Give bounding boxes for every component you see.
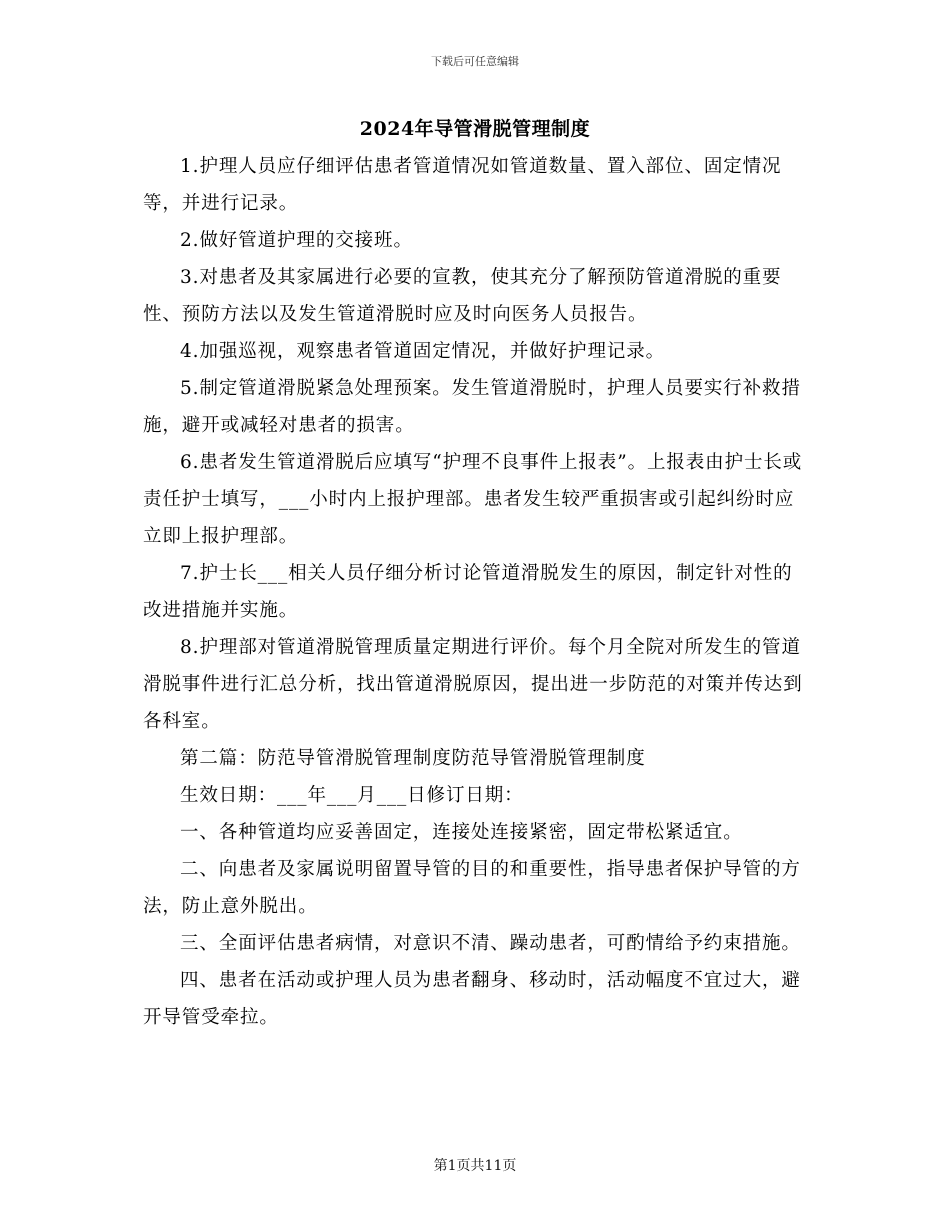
document-title: 2024年导管滑脱管理制度 [359,118,591,140]
section-two-heading: 第二篇：防范导管滑脱管理制度防范导管滑脱管理制度 [180,748,646,769]
clause-4: 四、患者在活动或护理人员为患者翻身、移动时，活动幅度不宜过大，避开导管受牵拉。 [143,970,801,1028]
paragraph-5: 5.制定管道滑脱紧急处理预案。发生管道滑脱时，护理人员要实行补救措施，避开或减轻对患者的损害。 [143,378,801,436]
clause-2: 二、向患者及家属说明留置导管的目的和重要性，指导患者保护导管的方法，防止意外脱出。 [143,859,801,917]
effective-date-line: 生效日期：___年___月___日修订日期： [180,785,524,806]
paragraph-1: 1.护理人员应仔细评估患者管道情况如管道数量、置入部位、固定情况等，并进行记录。 [143,156,782,214]
paragraph-4: 4.加强巡视，观察患者管道固定情况，并做好护理记录。 [180,341,666,362]
clause-3: 三、全面评估患者病情，对意识不清、躁动患者，可酌情给予约束措施。 [180,933,801,954]
page-header-note: 下载后可任意编辑 [431,55,519,68]
document-body [143,112,807,1036]
paragraph-3: 3.对患者及其家属进行必要的宣教，使其充分了解预防管道滑脱的重要性、预防方法以及发生管道滑脱时应及时向医务人员报告。 [143,267,782,325]
paragraph-6: 6.患者发生管道滑脱后应填写“护理不良事件上报表”。上报表由护士长或责任护士填写，___小时内上报护理部。患者发生较严重损害或引起纠纷时应立即上报护理部。 [143,452,803,547]
paragraph-2: 2.做好管道护理的交接班。 [180,230,413,251]
paragraph-8: 8.护理部对管道滑脱管理质量定期进行评价。每个月全院对所发生的管道滑脱事件进行汇总分析，找出管道滑脱原因，提出进一步防范的对策并传达到各科室。 [143,637,803,732]
page-number: 第1页共11页 [433,1158,517,1174]
clause-1: 一、各种管道均应妥善固定，连接处连接紧密，固定带松紧适宜。 [180,822,743,843]
paragraph-7: 7.护士长___相关人员仔细分析讨论管道滑脱发生的原因，制定针对性的改进措施并实施。 [143,563,793,621]
